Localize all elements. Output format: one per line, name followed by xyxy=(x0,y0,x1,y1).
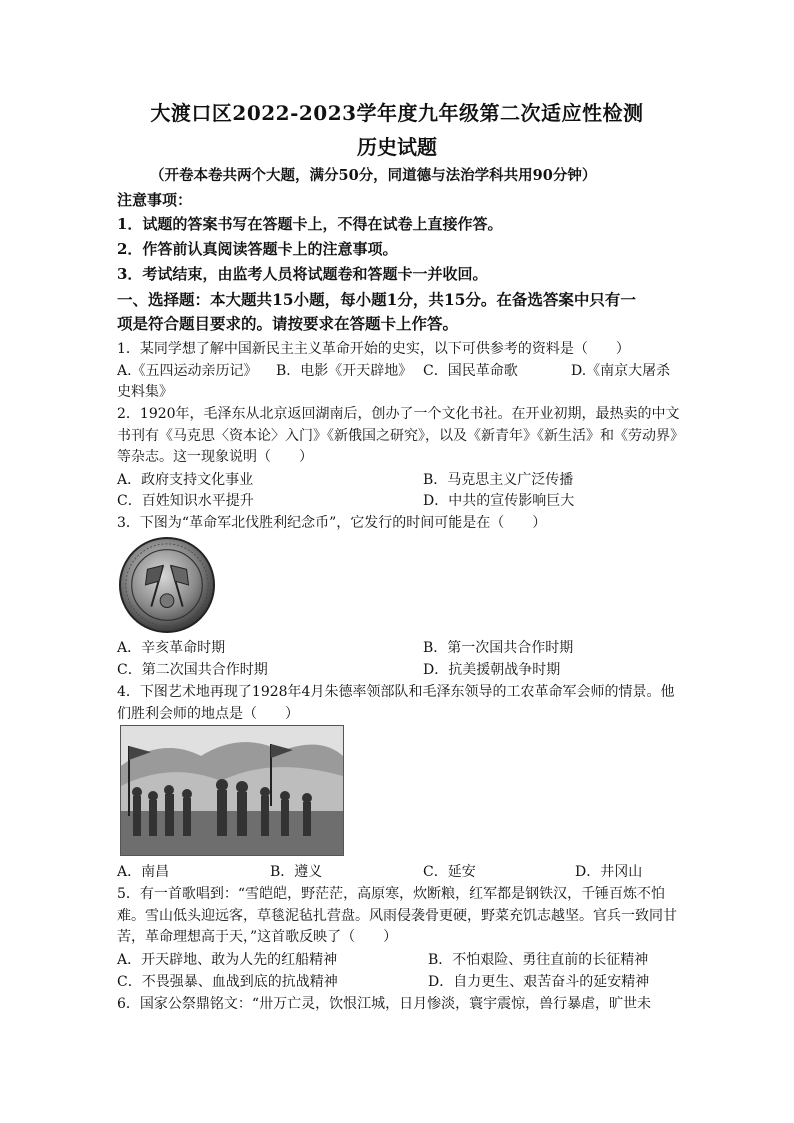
question-2-line: 等杂志。这一现象说明（ ） xyxy=(117,449,313,465)
question-2-line: 书刊有《马克思〈资本论〉入门》《新俄国之研究》，以及《新青年》《新生活》和《劳动界》 xyxy=(117,428,684,444)
q1-option-c: C．国民革命歌 xyxy=(423,363,518,379)
q4-option-c: C．延安 xyxy=(423,864,476,880)
q4-option-a: A．南昌 xyxy=(117,864,170,880)
notice-item: 1．试题的答案书写在答题卡上，不得在试卷上直接作答。 xyxy=(117,215,503,233)
q5-option-b: B．不怕艰险、勇往直前的长征精神 xyxy=(428,952,649,968)
q3-option-c: C．第二次国共合作时期 xyxy=(117,662,268,678)
question-4-line: 4．下图艺术地再现了1928年4月朱德率领部队和毛泽东领导的工农革命军会师的情景。他 xyxy=(117,684,675,700)
historical-painting-image xyxy=(120,725,344,856)
q1-option-a: A.《五四运动亲历记》 xyxy=(117,363,258,379)
exam-subtitle: 历史试题 xyxy=(357,135,437,159)
q2-option-a: A．政府支持文化事业 xyxy=(117,472,254,488)
question-1-stem: 1．某同学想了解中国新民主主义革命开始的史实，以下可供参考的资料是（ ） xyxy=(117,341,630,357)
question-2-line: 2．1920年，毛泽东从北京返回湖南后，创办了一个文化书社。在开业初期，最热卖的中文 xyxy=(117,406,680,422)
q4-option-d: D．井冈山 xyxy=(575,864,643,880)
question-5-line: 5．有一首歌唱到：“雪皑皑，野茫茫，高原寒，炊断粮，红军都是钢铁汉，千锤百炼不怕 xyxy=(117,886,666,902)
q2-option-b: B．马克思主义广泛传播 xyxy=(423,472,574,488)
q3-option-a: A．辛亥革命时期 xyxy=(117,640,226,656)
q5-option-a: A．开天辟地、敢为人先的红船精神 xyxy=(117,952,338,968)
exam-title: 大渡口区2022-2023学年度九年级第二次适应性检测 xyxy=(150,101,644,125)
exam-note: （开卷本卷共两个大题，满分50分，同道德与法治学科共用90分钟） xyxy=(150,167,597,184)
q1-option-d-cont: 史料集》 xyxy=(117,384,173,400)
q5-option-d: D．自力更生、艰苦奋斗的延安精神 xyxy=(428,974,650,990)
q5-option-c: C．不畏强暴、血战到底的抗战精神 xyxy=(117,974,338,990)
question-6-stem: 6．国家公祭鼎铭文：“卅万亡灵，饮恨江城，日月惨淡，寰宇震惊，兽行暴虐，旷世未 xyxy=(117,996,652,1012)
q1-option-b: B．电影《开天辟地》 xyxy=(276,363,413,379)
question-3-stem: 3．下图为“革命军北伐胜利纪念币”，它发行的时间可能是在（ ） xyxy=(117,515,547,531)
question-4-line: 们胜利会师的地点是（ ） xyxy=(117,706,299,722)
section-heading: 一、选择题：本大题共15小题，每小题1分，共15分。在备选答案中只有一 xyxy=(117,290,636,309)
q3-option-d: D．抗美援朝战争时期 xyxy=(423,662,561,678)
q2-option-c: C．百姓知识水平提升 xyxy=(117,493,254,509)
q4-option-b: B．遵义 xyxy=(270,864,323,880)
q1-option-d: D.《南京大屠杀 xyxy=(571,363,671,379)
section-heading-cont: 项是符合题目要求的。请按要求在答题卡上作答。 xyxy=(117,314,459,333)
notice-item: 2．作答前认真阅读答题卡上的注意事项。 xyxy=(117,240,398,258)
question-5-line: 难。雪山低头迎远客，草毯泥毡扎营盘。风雨侵袭骨更硬，野菜充饥志越坚。官兵一致同甘 xyxy=(117,908,677,924)
q3-option-b: B．第一次国共合作时期 xyxy=(423,640,574,656)
question-5-line: 苦，革命理想高于天，”这首歌反映了（ ） xyxy=(117,929,398,945)
commemorative-coin-image xyxy=(118,536,216,634)
notice-item: 3．考试结束，由监考人员将试题卷和答题卡一并收回。 xyxy=(117,265,488,283)
q2-option-d: D．中共的宣传影响巨大 xyxy=(423,493,575,509)
notice-heading: 注意事项： xyxy=(117,191,193,209)
